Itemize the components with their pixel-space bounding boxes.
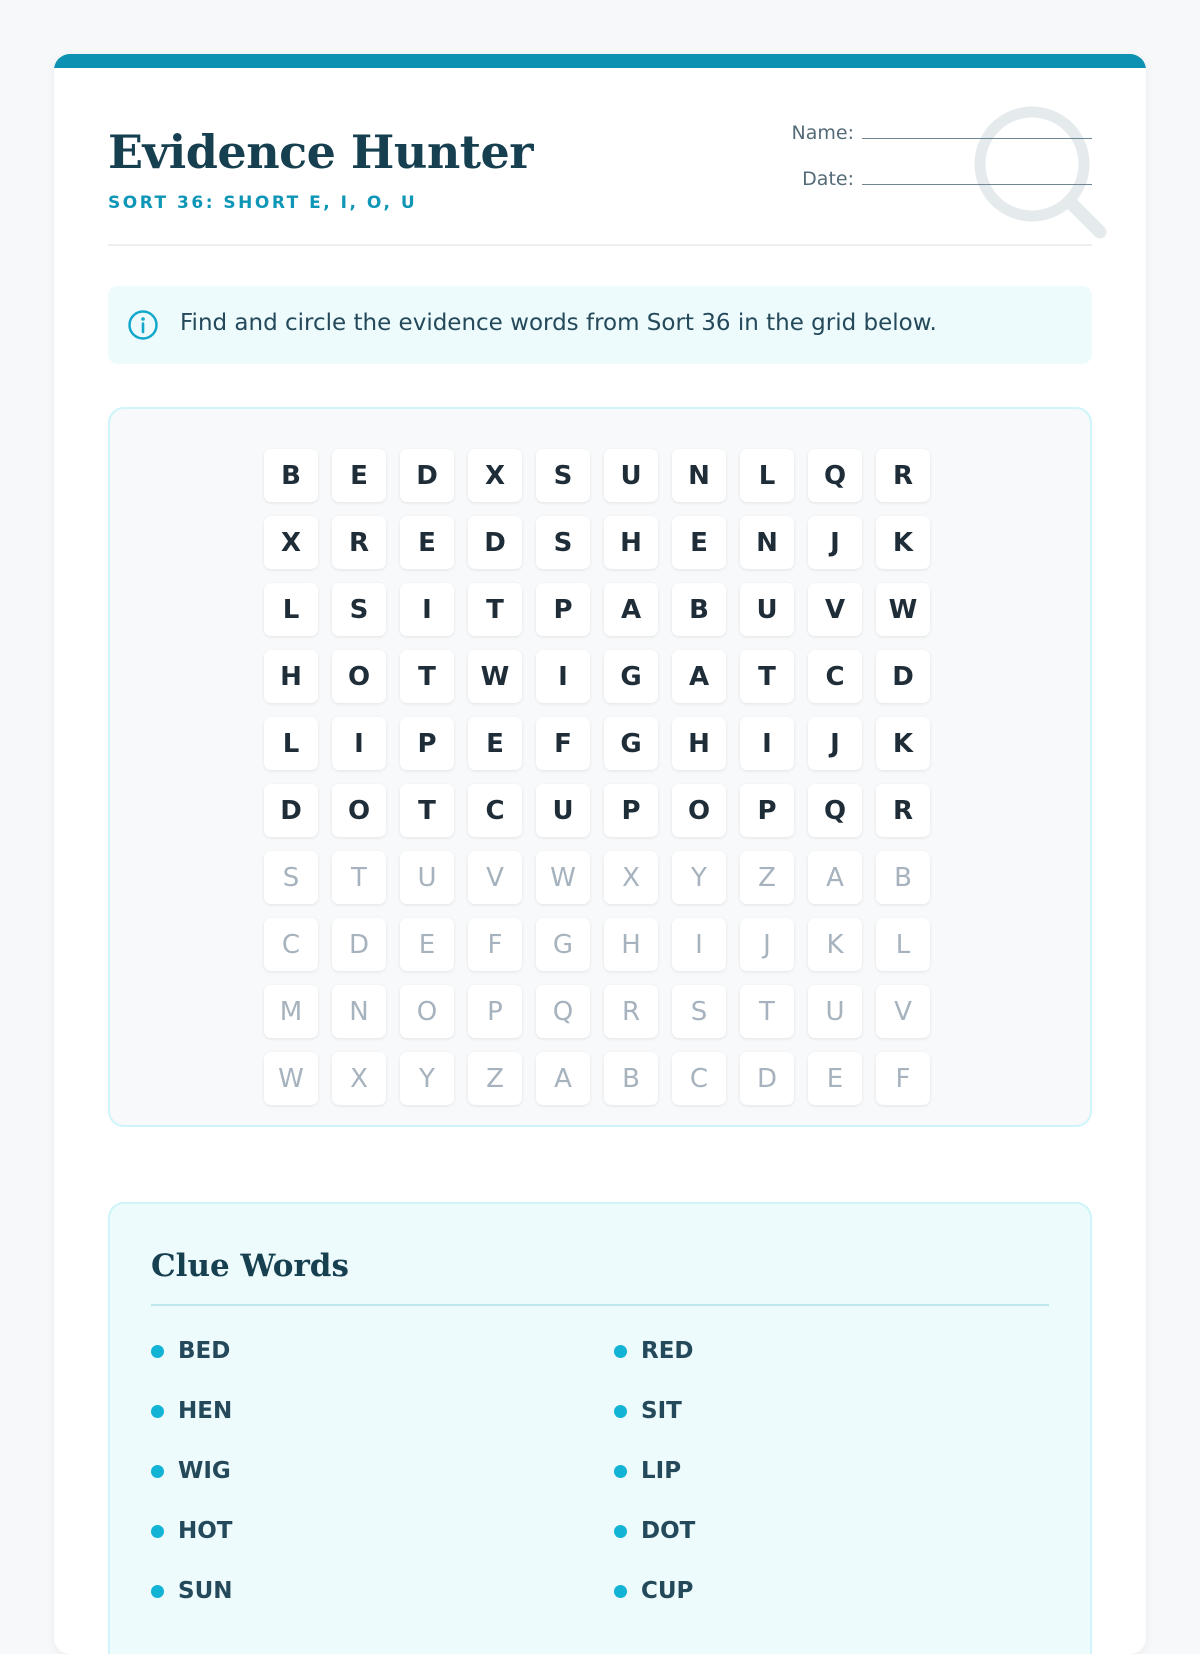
info-icon — [127, 309, 159, 341]
grid-cell[interactable]: A — [672, 650, 726, 703]
grid-cell[interactable]: D — [400, 449, 454, 502]
grid-cell[interactable]: O — [400, 985, 454, 1038]
grid-cell[interactable]: B — [604, 1052, 658, 1105]
date-line[interactable] — [862, 168, 1092, 185]
grid-cell[interactable]: W — [468, 650, 522, 703]
grid-cell[interactable]: V — [808, 583, 862, 636]
date-field[interactable] — [802, 168, 1092, 190]
header-divider — [108, 244, 1092, 246]
grid-cell[interactable]: A — [604, 583, 658, 636]
grid-cell[interactable]: U — [400, 851, 454, 904]
grid-cell[interactable]: Y — [400, 1052, 454, 1105]
grid-cell[interactable]: C — [808, 650, 862, 703]
grid-cell[interactable]: R — [332, 516, 386, 569]
grid-cell[interactable]: L — [740, 449, 794, 502]
grid-cell[interactable]: B — [876, 851, 930, 904]
grid-cell[interactable]: C — [672, 1052, 726, 1105]
grid-cell[interactable]: D — [332, 918, 386, 971]
grid-cell[interactable]: Z — [740, 851, 794, 904]
clue-word: HOT — [178, 1518, 233, 1544]
grid-cell[interactable]: G — [604, 717, 658, 770]
grid-cell[interactable]: Y — [672, 851, 726, 904]
grid-cell[interactable]: W — [264, 1052, 318, 1105]
grid-cell[interactable]: W — [536, 851, 590, 904]
clue-item — [151, 1396, 614, 1426]
grid-cell[interactable]: D — [264, 784, 318, 837]
accent-bar — [54, 54, 1146, 68]
grid-cell[interactable]: P — [400, 717, 454, 770]
worksheet-card — [54, 54, 1146, 1654]
name-field[interactable] — [792, 122, 1092, 144]
grid-cell[interactable]: B — [672, 583, 726, 636]
grid-cell[interactable]: U — [740, 583, 794, 636]
grid-cell[interactable]: D — [468, 516, 522, 569]
name-label: Name: — [791, 122, 854, 144]
clue-title: Clue Words — [151, 1248, 349, 1284]
word-search-panel — [108, 407, 1092, 1127]
grid-cell[interactable]: A — [536, 1052, 590, 1105]
grid-cell[interactable]: K — [876, 516, 930, 569]
grid-cell[interactable]: T — [400, 784, 454, 837]
grid-cell[interactable]: J — [740, 918, 794, 971]
grid-cell[interactable]: R — [876, 449, 930, 502]
date-label: Date: — [802, 168, 854, 190]
grid-cell[interactable]: D — [876, 650, 930, 703]
grid-cell[interactable]: T — [740, 985, 794, 1038]
clue-word: CUP — [641, 1578, 694, 1604]
grid-cell[interactable]: V — [468, 851, 522, 904]
grid-cell[interactable]: I — [332, 717, 386, 770]
clue-panel — [108, 1202, 1092, 1654]
grid-cell[interactable]: S — [536, 449, 590, 502]
bullet-dot-icon — [614, 1345, 627, 1358]
grid-cell[interactable]: X — [604, 851, 658, 904]
grid-cell[interactable]: N — [332, 985, 386, 1038]
clue-word: HEN — [178, 1398, 233, 1424]
grid-cell[interactable]: W — [876, 583, 930, 636]
grid-cell[interactable]: P — [468, 985, 522, 1038]
grid-cell[interactable]: C — [468, 784, 522, 837]
grid-cell[interactable]: Q — [536, 985, 590, 1038]
grid-cell[interactable]: S — [264, 851, 318, 904]
grid-cell[interactable]: L — [876, 918, 930, 971]
grid-cell[interactable]: E — [468, 717, 522, 770]
grid-cell[interactable]: B — [264, 449, 318, 502]
grid-cell[interactable]: S — [332, 583, 386, 636]
grid-cell[interactable]: U — [808, 985, 862, 1038]
clue-divider — [151, 1304, 1049, 1306]
grid-cell[interactable]: H — [672, 717, 726, 770]
grid-cell[interactable]: K — [876, 717, 930, 770]
grid-cell[interactable]: M — [264, 985, 318, 1038]
clue-word: RED — [641, 1338, 694, 1364]
bullet-dot-icon — [614, 1585, 627, 1598]
grid-cell[interactable]: D — [740, 1052, 794, 1105]
bullet-dot-icon — [151, 1405, 164, 1418]
clue-item — [151, 1336, 614, 1366]
page-subtitle: SORT 36: SHORT E, I, O, U — [108, 193, 418, 213]
grid-cell[interactable]: E — [808, 1052, 862, 1105]
grid-cell[interactable]: F — [468, 918, 522, 971]
clue-item — [614, 1576, 1041, 1606]
grid-cell[interactable]: J — [808, 516, 862, 569]
instruction-box — [108, 286, 1092, 364]
bullet-dot-icon — [614, 1465, 627, 1478]
grid-cell[interactable]: P — [604, 784, 658, 837]
grid-cell[interactable]: I — [536, 650, 590, 703]
grid-cell[interactable]: E — [400, 918, 454, 971]
grid-cell[interactable]: X — [468, 449, 522, 502]
clue-word: WIG — [178, 1458, 231, 1484]
grid-cell[interactable]: G — [604, 650, 658, 703]
grid-cell[interactable]: E — [672, 516, 726, 569]
clue-word: BED — [178, 1338, 231, 1364]
grid-cell[interactable]: A — [808, 851, 862, 904]
grid-cell[interactable]: L — [264, 583, 318, 636]
grid-cell[interactable]: L — [264, 717, 318, 770]
page-title: Evidence Hunter — [108, 125, 534, 179]
clue-item — [151, 1456, 614, 1486]
grid-cell[interactable]: E — [400, 516, 454, 569]
grid-cell[interactable]: T — [740, 650, 794, 703]
grid-cell[interactable]: I — [740, 717, 794, 770]
grid-cell[interactable]: J — [808, 717, 862, 770]
grid-cell[interactable]: S — [536, 516, 590, 569]
bullet-dot-icon — [614, 1525, 627, 1538]
grid-cell[interactable]: C — [264, 918, 318, 971]
grid-cell[interactable]: K — [808, 918, 862, 971]
grid-cell[interactable]: Z — [468, 1052, 522, 1105]
grid-cell[interactable]: I — [400, 583, 454, 636]
clue-item — [614, 1336, 1041, 1366]
grid-cell[interactable]: S — [672, 985, 726, 1038]
clue-item — [614, 1516, 1041, 1546]
grid-cell[interactable]: U — [536, 784, 590, 837]
grid-cell[interactable]: N — [740, 516, 794, 569]
grid-cell[interactable]: V — [876, 985, 930, 1038]
bullet-dot-icon — [614, 1405, 627, 1418]
grid-cell[interactable]: O — [332, 650, 386, 703]
clue-item — [614, 1396, 1041, 1426]
name-line[interactable] — [862, 122, 1092, 139]
clue-item — [151, 1516, 614, 1546]
grid-cell[interactable]: P — [536, 583, 590, 636]
grid-cell[interactable]: F — [876, 1052, 930, 1105]
bullet-dot-icon — [151, 1525, 164, 1538]
grid-cell[interactable]: X — [332, 1052, 386, 1105]
grid-cell[interactable]: G — [536, 918, 590, 971]
grid-cell[interactable]: P — [740, 784, 794, 837]
word-search-grid — [264, 449, 930, 1105]
grid-cell[interactable]: I — [672, 918, 726, 971]
clue-word: SIT — [641, 1398, 682, 1424]
grid-cell[interactable]: Q — [808, 784, 862, 837]
grid-cell[interactable]: O — [672, 784, 726, 837]
grid-cell[interactable]: F — [536, 717, 590, 770]
grid-cell[interactable]: Q — [808, 449, 862, 502]
bullet-dot-icon — [151, 1465, 164, 1478]
grid-cell[interactable]: H — [604, 516, 658, 569]
grid-cell[interactable]: E — [332, 449, 386, 502]
clue-list — [151, 1336, 1041, 1606]
clue-item — [151, 1576, 614, 1606]
clue-item — [614, 1456, 1041, 1486]
grid-cell[interactable]: X — [264, 516, 318, 569]
grid-cell[interactable]: R — [604, 985, 658, 1038]
grid-cell[interactable]: O — [332, 784, 386, 837]
clue-word: SUN — [178, 1578, 233, 1604]
grid-cell[interactable]: T — [468, 583, 522, 636]
grid-cell[interactable]: H — [264, 650, 318, 703]
grid-cell[interactable]: R — [876, 784, 930, 837]
instruction-text: Find and circle the evidence words from Sort 36 in the grid below. — [180, 310, 937, 336]
bullet-dot-icon — [151, 1585, 164, 1598]
grid-cell[interactable]: U — [604, 449, 658, 502]
grid-cell[interactable]: T — [400, 650, 454, 703]
grid-cell[interactable]: H — [604, 918, 658, 971]
clue-word: DOT — [641, 1518, 696, 1544]
grid-cell[interactable]: T — [332, 851, 386, 904]
bullet-dot-icon — [151, 1345, 164, 1358]
grid-cell[interactable]: N — [672, 449, 726, 502]
clue-word: LIP — [641, 1458, 682, 1484]
